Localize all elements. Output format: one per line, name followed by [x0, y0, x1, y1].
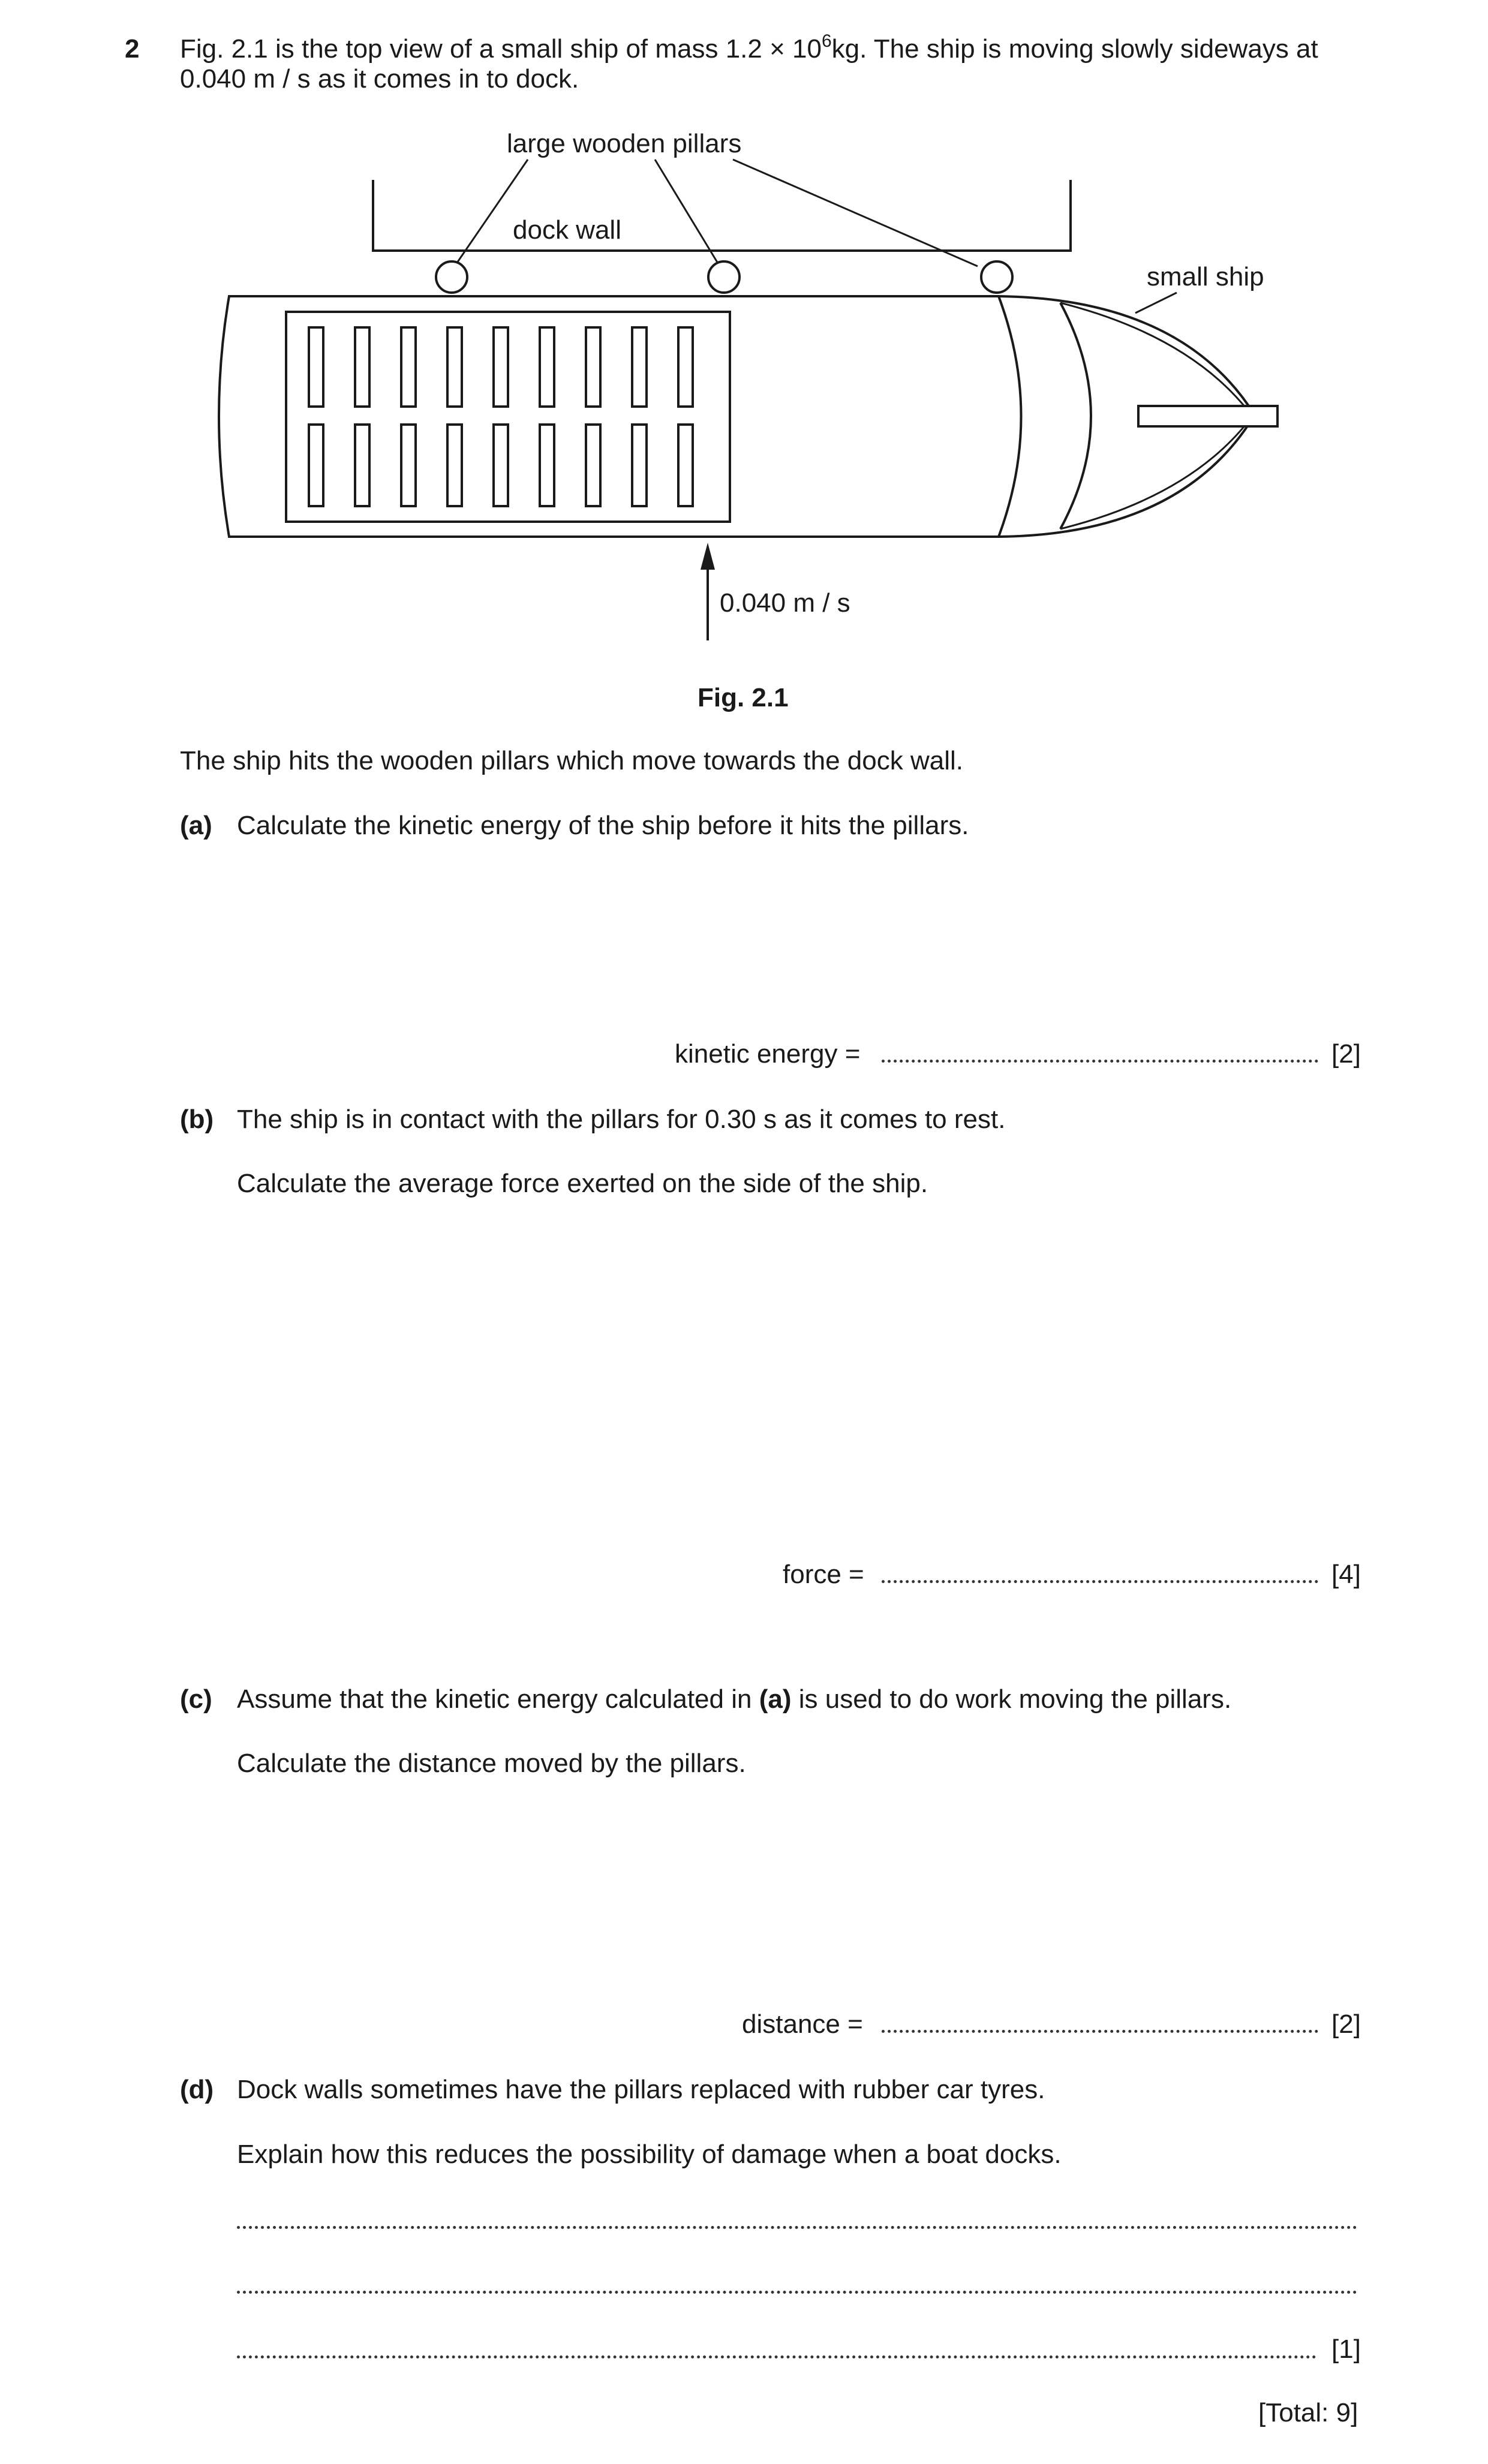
- label-small-ship: small ship: [1147, 262, 1264, 291]
- part-a-label: (a): [180, 811, 212, 840]
- ship-bowsprit: [1138, 406, 1277, 426]
- part-c-answer-label: distance =: [742, 2009, 863, 2039]
- dock-wall: [373, 180, 1071, 251]
- part-c-text-1: Assume that the kinetic energy calculated in (a) is used to do work moving the pillars.: [237, 1684, 1232, 1714]
- figure-2-1: [0, 0, 1488, 720]
- label-velocity: 0.040 m / s: [720, 588, 850, 618]
- total-marks: [Total: 9]: [1258, 2398, 1358, 2427]
- ship-bow-line-2: [1060, 303, 1091, 529]
- pillar-1: [436, 261, 467, 293]
- part-b-text-1: The ship is in contact with the pillars for 0.30 s as it comes to rest.: [237, 1105, 1006, 1134]
- ship-bow-line-1: [999, 296, 1021, 537]
- part-b-label: (b): [180, 1105, 214, 1134]
- part-b-text-2: Calculate the average force exerted on the side of the ship.: [237, 1169, 928, 1198]
- part-d-answer-line-1[interactable]: [237, 2226, 1357, 2229]
- question-number: 2: [125, 34, 140, 64]
- label-dock-wall: dock wall: [513, 215, 621, 245]
- ship-hull: [219, 296, 1255, 537]
- ship-bow-rail-top: [1060, 303, 1250, 414]
- part-d-text-1: Dock walls sometimes have the pillars replaced with rubber car tyres.: [237, 2075, 1045, 2104]
- leader-line-small-ship: [1135, 293, 1177, 313]
- figure-caption: Fig. 2.1: [698, 683, 789, 712]
- question-intro-line2: 0.040 m / s as it comes in to dock.: [180, 64, 579, 94]
- part-d-answer-line-3[interactable]: [237, 2355, 1316, 2358]
- part-b-marks: [4]: [1331, 1560, 1361, 1589]
- part-b-answer-field[interactable]: [882, 1559, 1318, 1590]
- exponent: 6: [821, 31, 832, 51]
- part-c-text-2: Calculate the distance moved by the pillars.: [237, 1749, 746, 1778]
- part-a-marks: [2]: [1331, 1039, 1361, 1069]
- label-large-wooden-pillars: large wooden pillars: [507, 129, 742, 158]
- cargo-slots: [309, 327, 693, 506]
- part-c-label: (c): [180, 1684, 212, 1714]
- part-a-text: Calculate the kinetic energy of the ship before it hits the pillars.: [237, 811, 969, 840]
- part-d-marks: [1]: [1331, 2334, 1361, 2364]
- part-d-text-2: Explain how this reduces the possibility of damage when a boat docks.: [237, 2140, 1062, 2169]
- part-b-answer-label: force =: [783, 1560, 864, 1589]
- pillar-2: [708, 261, 740, 293]
- pillar-3: [981, 261, 1012, 293]
- part-c-marks: [2]: [1331, 2009, 1361, 2039]
- part-c-reference: (a): [759, 1684, 792, 1714]
- question-intro-line1: Fig. 2.1 is the top view of a small ship of mass $1.2 \times 10^6kg$. The ship is moving slowly sideways at: [180, 31, 1318, 64]
- part-d-answer-line-2[interactable]: [237, 2291, 1357, 2294]
- part-a-answer-label: kinetic energy =: [675, 1039, 861, 1069]
- part-a-answer-field[interactable]: [882, 1039, 1318, 1070]
- part-c-answer-field[interactable]: [882, 2009, 1318, 2040]
- statement: The ship hits the wooden pillars which move towards the dock wall.: [180, 746, 963, 775]
- part-d-label: (d): [180, 2075, 214, 2104]
- velocity-arrow-head: [701, 543, 715, 570]
